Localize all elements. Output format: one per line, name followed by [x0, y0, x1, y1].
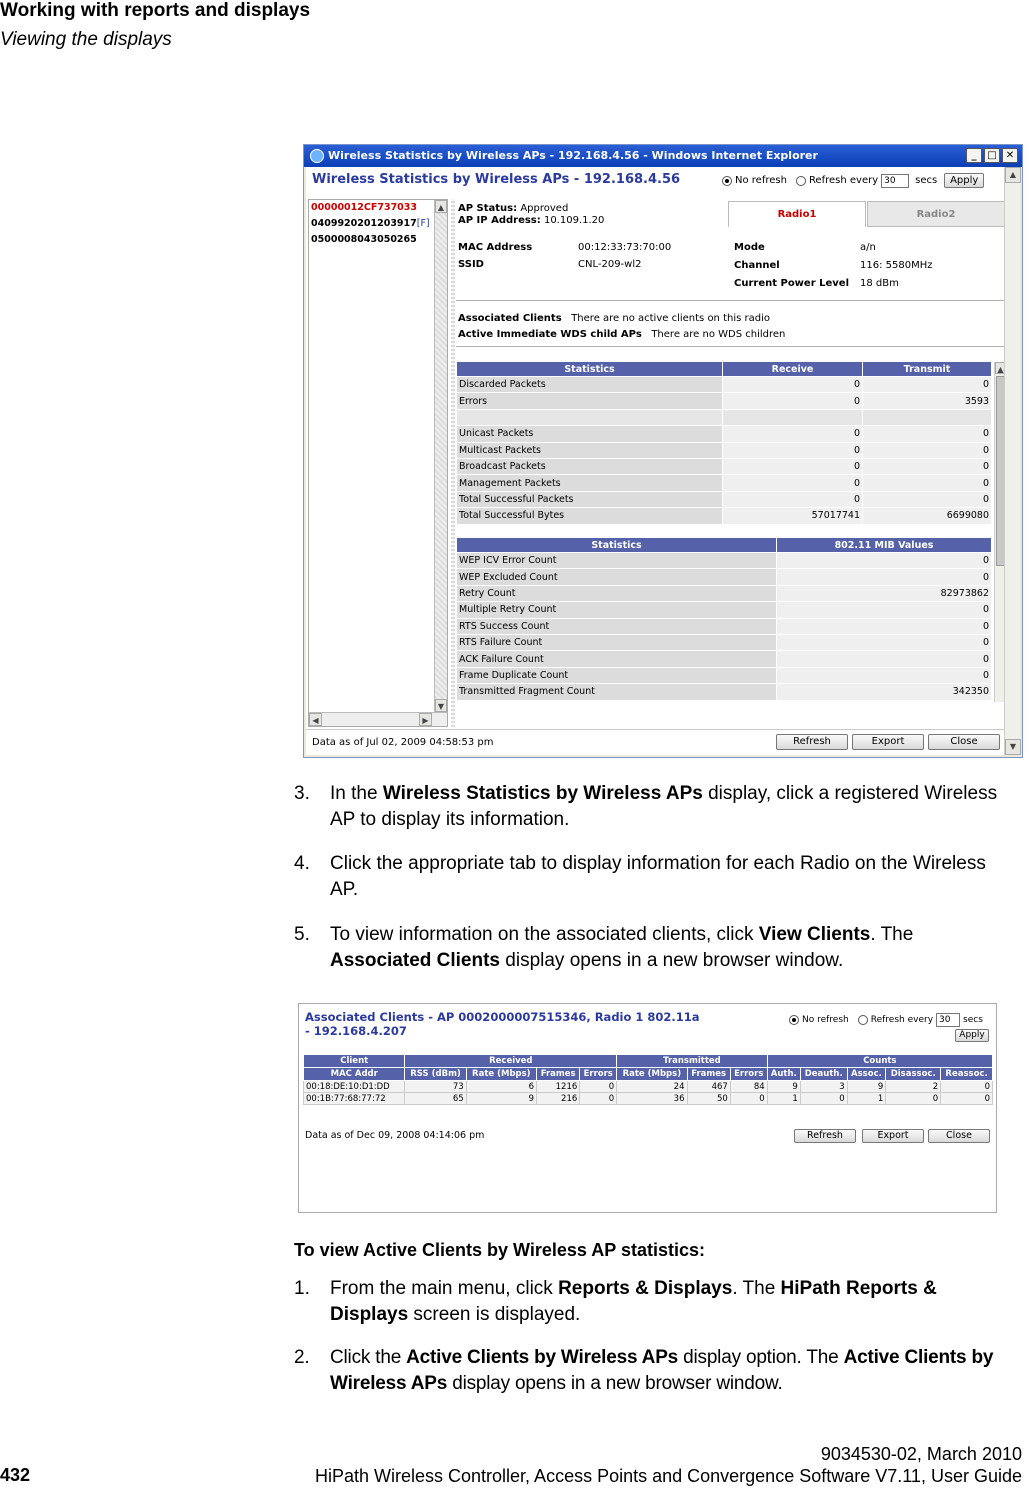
table-cell: 73	[405, 1081, 466, 1093]
section-divider	[456, 346, 1004, 347]
power-value: 18 dBm	[860, 278, 899, 289]
page-title: Wireless Statistics by Wireless APs - 192.168.4.56	[312, 172, 681, 187]
table-cell: Retry Count	[457, 585, 777, 601]
table-cell: 0	[777, 569, 992, 585]
column-header: Errors	[580, 1068, 617, 1081]
step-item	[294, 851, 1014, 903]
step-text: display opens in a new browser window.	[500, 950, 844, 971]
export-button[interactable]: Export	[862, 1129, 924, 1143]
table-cell: 9	[847, 1081, 886, 1093]
ap-detail-panel	[456, 199, 1006, 727]
table-header: Receive	[723, 362, 863, 377]
table-cell: Multiple Retry Count	[457, 602, 777, 618]
window-title: Wireless Statistics by Wireless APs - 192.168.4.56 - Windows Internet Explorer	[328, 149, 818, 162]
table-cell: 6699080	[863, 508, 992, 524]
ap-status-label: AP Status:	[458, 203, 518, 214]
mib-values-table	[456, 537, 992, 701]
export-button[interactable]: Export	[852, 734, 924, 750]
table-cell: 0	[777, 667, 992, 683]
table-cell: RTS Failure Count	[457, 634, 777, 650]
footer-right	[315, 1443, 1022, 1487]
ac-data-as-of: Data as of Dec 09, 2008 04:14:06 pm	[305, 1130, 485, 1141]
table-cell: Total Successful Packets	[457, 491, 723, 507]
table-cell: 0	[777, 553, 992, 569]
scroll-right-icon[interactable]: ▶	[419, 713, 432, 726]
step-text-bold: HiPath Reports & Displays	[330, 1278, 937, 1325]
table-row	[457, 508, 992, 524]
table-header: Statistics	[457, 362, 723, 377]
table-row	[457, 667, 992, 683]
scroll-down-icon[interactable]: ▼	[1005, 739, 1021, 755]
table-cell: 0	[723, 377, 863, 393]
ap-list-item[interactable]: 0500008043050265	[311, 234, 417, 245]
section-heading: To view Active Clients by Wireless AP statistics:	[294, 1240, 705, 1260]
table-cell: 0	[723, 458, 863, 474]
column-header: Assoc.	[847, 1068, 886, 1081]
refresh-every-label: Refresh every	[870, 1015, 934, 1025]
step-text-bold: Active Clients by Wireless APs	[406, 1347, 679, 1368]
scroll-up-icon[interactable]: ▲	[1005, 167, 1021, 183]
table-cell: WEP Excluded Count	[457, 569, 777, 585]
table-cell: 0	[863, 475, 992, 491]
table-cell	[723, 409, 863, 425]
step-text: . The	[732, 1278, 781, 1299]
ap-status-value: Approved	[520, 203, 569, 214]
ap-list-item-id: 0409920201203917	[311, 218, 417, 229]
table-row	[457, 651, 992, 667]
table-cell: 0	[886, 1093, 941, 1105]
assoc-clients-label: Associated Clients	[458, 313, 562, 324]
table-cell: Broadcast Packets	[457, 458, 723, 474]
column-header: Frames	[536, 1068, 579, 1081]
channel-value: 116: 5580MHz	[860, 260, 933, 271]
table-cell: 00:18:DE:10:D1:DD	[304, 1081, 405, 1093]
data-as-of: Data as of Jul 02, 2009 04:58:53 pm	[312, 737, 494, 748]
window-titlebar	[304, 145, 1022, 167]
table-cell: 0	[580, 1081, 617, 1093]
table-cell: 00:1B:77:68:77:72	[304, 1093, 405, 1105]
table-cell: 82973862	[777, 585, 992, 601]
table-cell: 0	[863, 491, 992, 507]
table-cell: 0	[863, 458, 992, 474]
table-cell: 57017741	[723, 508, 863, 524]
tab-radio2[interactable]: Radio2	[867, 201, 1005, 227]
no-refresh-radio[interactable]	[722, 176, 732, 186]
secs-label: secs	[915, 175, 938, 186]
table-cell: 3593	[863, 393, 992, 409]
table-cell: 0	[777, 634, 992, 650]
scroll-up-icon[interactable]: ▲	[995, 362, 1006, 374]
table-row	[457, 618, 992, 634]
ap-list-item[interactable]: 00000012CF737033	[311, 202, 418, 213]
table-row	[457, 377, 992, 393]
ssid-value: CNL-209-wl2	[578, 259, 642, 270]
page-number: 432	[0, 1465, 31, 1485]
table-header: Transmit	[863, 362, 992, 377]
table-cell: WEP ICV Error Count	[457, 553, 777, 569]
scroll-left-icon[interactable]: ◀	[309, 713, 322, 726]
table-cell: 65	[405, 1093, 466, 1105]
table-row	[304, 1093, 993, 1105]
mode-value: a/n	[860, 242, 876, 253]
minimize-button[interactable]: _	[966, 148, 982, 163]
table-cell: 0	[777, 651, 992, 667]
refresh-interval-input[interactable]: 30	[881, 174, 909, 188]
table-cell: 0	[777, 618, 992, 634]
step-text-bold: Reports & Displays	[558, 1278, 733, 1299]
table-cell: 0	[941, 1093, 993, 1105]
table-cell: 467	[687, 1081, 730, 1093]
page-content	[306, 167, 1006, 755]
step-text: Click the appropriate tab to display information for each Radio on the Wireless AP.	[330, 853, 986, 900]
close-button[interactable]: Close	[928, 734, 1000, 750]
table-cell: 84	[730, 1081, 767, 1093]
close-window-button[interactable]: ✕	[1002, 148, 1018, 163]
table-cell: 0	[580, 1093, 617, 1105]
footer-guide: HiPath Wireless Controller, Access Points and Convergence Software V7.11, User Guide	[314, 1466, 1022, 1486]
step-text-bold: Active Clients by Wireless APs	[330, 1347, 994, 1394]
ap-list-horizontal-scrollbar[interactable]	[309, 712, 447, 726]
table-row	[457, 553, 992, 569]
table-cell: 0	[800, 1093, 847, 1105]
step-item	[294, 1345, 1014, 1397]
step-text: Click the	[330, 1347, 407, 1368]
step-text: . The	[870, 924, 914, 945]
table-cell: Management Packets	[457, 475, 723, 491]
secs-label: secs	[963, 1015, 983, 1025]
mac-label: MAC Address	[458, 242, 533, 253]
table-cell: 0	[863, 377, 992, 393]
ac-refresh-controls	[789, 1013, 983, 1027]
table-header: Statistics	[457, 538, 777, 553]
table-cell: 0	[723, 475, 863, 491]
ac-page-title: Associated Clients - AP 0002000007515346, Radio 1 802.11a - 192.168.4.207	[305, 1010, 700, 1038]
table-cell: 0	[863, 442, 992, 458]
table-header: 802.11 MIB Values	[777, 538, 992, 553]
table-cell: 0	[723, 442, 863, 458]
table-row	[304, 1081, 993, 1093]
table-cell: 3	[800, 1081, 847, 1093]
table-cell: Total Successful Bytes	[457, 508, 723, 524]
step-text: display opens in a new browser window.	[447, 1373, 783, 1394]
group-header: Counts	[767, 1055, 992, 1068]
step-item	[294, 1276, 1014, 1328]
step-text-bold: Wireless Statistics by Wireless APs	[382, 783, 703, 804]
step-text: To view information on the associated clients, click	[330, 924, 759, 945]
table-cell: 0	[723, 393, 863, 409]
table-row	[457, 426, 992, 442]
table-cell: 9	[767, 1081, 800, 1093]
ap-list-vertical-scrollbar[interactable]	[434, 200, 447, 712]
table-cell: 0	[730, 1093, 767, 1105]
step-number: 1.	[294, 1278, 310, 1299]
table-row	[457, 393, 992, 409]
table-cell: 1216	[536, 1081, 579, 1093]
table-cell: 342350	[777, 684, 992, 700]
wds-value: There are no WDS children	[651, 329, 786, 340]
table-cell: 9	[466, 1093, 536, 1105]
refresh-interval-input[interactable]: 30	[936, 1013, 960, 1027]
step-text: From the main menu, click	[330, 1278, 559, 1299]
step-text-bold: View Clients	[758, 924, 871, 945]
tab-radio1[interactable]: Radio1	[728, 201, 866, 227]
step-item	[294, 922, 1014, 974]
scroll-down-icon[interactable]: ▼	[435, 699, 447, 712]
table-cell: 0	[777, 602, 992, 618]
table-cell: Discarded Packets	[457, 377, 723, 393]
ap-ip-value: 10.109.1.20	[543, 215, 605, 226]
table-cell: 36	[617, 1093, 687, 1105]
power-label: Current Power Level	[734, 278, 849, 289]
ap-ip-label: AP IP Address:	[458, 215, 541, 226]
step-text: display option. The	[678, 1347, 844, 1368]
table-row	[457, 409, 992, 425]
refresh-every-radio[interactable]	[858, 1015, 868, 1025]
column-header: Rate (Mbps)	[466, 1068, 536, 1081]
table-cell: 0	[863, 426, 992, 442]
column-header: Disassoc.	[886, 1068, 941, 1081]
no-refresh-label: No refresh	[735, 175, 787, 186]
column-header: Reassoc.	[941, 1068, 993, 1081]
table-row	[457, 458, 992, 474]
step-number: 3.	[294, 783, 310, 804]
table-row	[457, 475, 992, 491]
column-header: Deauth.	[800, 1068, 847, 1081]
column-header: RSS (dBm)	[405, 1068, 466, 1081]
group-header: Client	[304, 1055, 405, 1068]
step-text: screen is displayed.	[408, 1304, 581, 1325]
table-row	[457, 634, 992, 650]
table-row	[457, 602, 992, 618]
header-subtitle: Viewing the displays	[0, 29, 172, 50]
column-header: Rate (Mbps)	[617, 1068, 687, 1081]
table-cell: 0	[723, 491, 863, 507]
column-header: Errors	[730, 1068, 767, 1081]
table-cell: 24	[617, 1081, 687, 1093]
refresh-button[interactable]: Refresh	[794, 1129, 856, 1143]
step-item	[294, 781, 1014, 833]
maximize-button[interactable]: □	[984, 148, 1000, 163]
table-cell: 2	[886, 1081, 941, 1093]
table-cell: 0	[723, 426, 863, 442]
step-text: In the	[330, 783, 383, 804]
table-cell	[457, 409, 723, 425]
associated-clients-table	[303, 1054, 993, 1105]
table-row	[457, 684, 992, 700]
ap-list-item-flag: [F]	[416, 218, 430, 229]
table-cell: RTS Success Count	[457, 618, 777, 634]
table-cell: ACK Failure Count	[457, 651, 777, 667]
table-cell: 50	[687, 1093, 730, 1105]
table-cell: 0	[941, 1081, 993, 1093]
pane-divider[interactable]	[451, 199, 455, 727]
table-row	[457, 569, 992, 585]
table-row	[457, 442, 992, 458]
wds-label: Active Immediate WDS child APs	[458, 329, 642, 340]
header-title: Working with reports and displays	[0, 0, 311, 21]
mode-label: Mode	[734, 242, 765, 253]
footer-doc-id: 9034530-02, March 2010	[820, 1444, 1022, 1464]
refresh-button[interactable]: Refresh	[776, 734, 848, 750]
no-refresh-radio[interactable]	[789, 1015, 799, 1025]
step-number: 5.	[294, 924, 310, 945]
table-cell: Errors	[457, 393, 723, 409]
mac-value: 00:12:33:73:70:00	[578, 242, 672, 253]
table-cell: Unicast Packets	[457, 426, 723, 442]
no-refresh-label: No refresh	[802, 1015, 849, 1025]
column-header: MAC Addr	[304, 1068, 405, 1081]
assoc-clients-value: There are no active clients on this radio	[571, 313, 770, 324]
column-header: Frames	[687, 1068, 730, 1081]
ssid-label: SSID	[458, 259, 484, 270]
channel-label: Channel	[734, 260, 780, 271]
ap-list-item[interactable]	[309, 216, 447, 232]
table-row	[457, 491, 992, 507]
refresh-controls	[722, 173, 984, 188]
table-row	[457, 585, 992, 601]
table-cell: Multicast Packets	[457, 442, 723, 458]
close-button[interactable]: Close	[928, 1129, 990, 1143]
table-cell: 1	[847, 1093, 886, 1105]
table-cell	[863, 409, 992, 425]
table-cell: 216	[536, 1093, 579, 1105]
group-header: Received	[405, 1055, 617, 1068]
step-text: display, click a registered Wireless AP to display its information.	[330, 783, 998, 830]
receive-transmit-table	[456, 361, 992, 525]
apply-button[interactable]: Apply	[944, 173, 984, 188]
scroll-up-icon[interactable]: ▲	[435, 200, 447, 213]
step-number: 2.	[294, 1347, 310, 1368]
table-cell: Frame Duplicate Count	[457, 667, 777, 683]
table-cell: 1	[767, 1093, 800, 1105]
ie-icon	[310, 149, 324, 163]
window-vertical-scrollbar[interactable]	[1004, 167, 1020, 755]
status-footer	[306, 729, 1006, 755]
refresh-every-label: Refresh every	[808, 175, 879, 186]
table-cell: 6	[466, 1081, 536, 1093]
apply-button[interactable]: Apply	[955, 1029, 989, 1042]
refresh-every-radio[interactable]	[796, 176, 806, 186]
section-divider	[456, 300, 1004, 301]
column-header: Auth.	[767, 1068, 800, 1081]
table-cell: Transmitted Fragment Count	[457, 684, 777, 700]
step-text-bold: Associated Clients	[330, 950, 500, 971]
ap-list	[308, 199, 448, 727]
associated-clients-window	[298, 1003, 997, 1213]
step-number: 4.	[294, 853, 310, 874]
group-header: Transmitted	[617, 1055, 768, 1068]
wireless-stats-window	[303, 144, 1023, 758]
